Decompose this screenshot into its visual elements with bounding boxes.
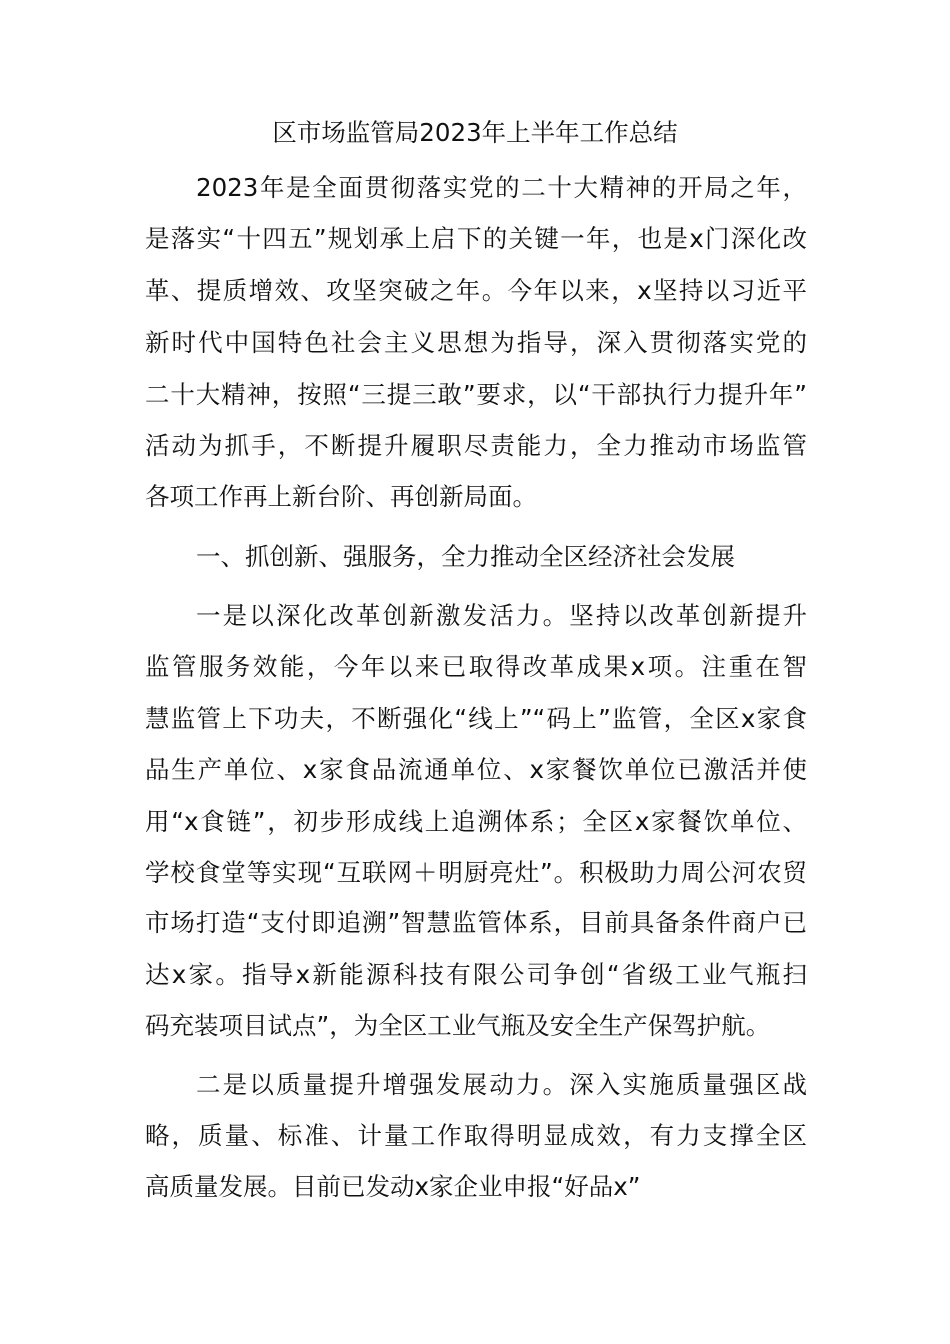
text-line: 高质量发展。目前已发动x家企业申报“好品x” [145, 1172, 641, 1201]
text-line: 用“x食链”，初步形成线上追溯体系；全区x家餐饮单位、 [145, 807, 807, 836]
text-line: 新时代中国特色社会主义思想为指导，深入贯彻落实党的 [145, 328, 807, 357]
text-line: 慧监管上下功夫，不断强化“线上”“码上”监管，全区x家食 [145, 704, 807, 733]
text-line: 略，质量、标准、计量工作取得明显成效，有力支撑全区 [145, 1121, 807, 1150]
text-line: 码充装项目试点”，为全区工业气瓶及安全生产保驾护航。 [145, 1011, 771, 1040]
text-line: 革、提质增效、攻坚突破之年。今年以来，x坚持以习近平 [145, 276, 807, 305]
text-line: 品生产单位、x家食品流通单位、x家餐饮单位已激活并使 [145, 755, 807, 784]
text-line: 监管服务效能，今年以来已取得改革成果x项。注重在智 [145, 652, 807, 681]
text-line: 二十大精神，按照“三提三敢”要求，以“干部执行力提升年” [145, 380, 807, 409]
text-line: 活动为抓手，不断提升履职尽责能力，全力推动市场监管 [145, 431, 807, 460]
section-heading: 一、抓创新、强服务，全力推动全区经济社会发展 [196, 542, 735, 571]
text-line: 二是以质量提升增强发展动力。深入实施质量强区战 [196, 1070, 807, 1099]
text-line: 各项工作再上新台阶、再创新局面。 [145, 482, 537, 511]
text-line: 2023年是全面贯彻落实党的二十大精神的开局之年， [196, 173, 807, 202]
document-title: 区市场监管局2023年上半年工作总结 [272, 118, 678, 147]
text-line: 是落实“十四五”规划承上启下的关键一年，也是x门深化改 [145, 224, 807, 253]
text-line: 达x家。指导x新能源科技有限公司争创“省级工业气瓶扫 [145, 960, 807, 989]
text-line: 学校食堂等实现“互联网＋明厨亮灶”。积极助力周公河农贸 [145, 858, 807, 887]
text-line: 一是以深化改革创新激发活力。坚持以改革创新提升 [196, 601, 807, 630]
text-line: 市场打造“支付即追溯”智慧监管体系，目前具备条件商户已 [145, 908, 807, 937]
